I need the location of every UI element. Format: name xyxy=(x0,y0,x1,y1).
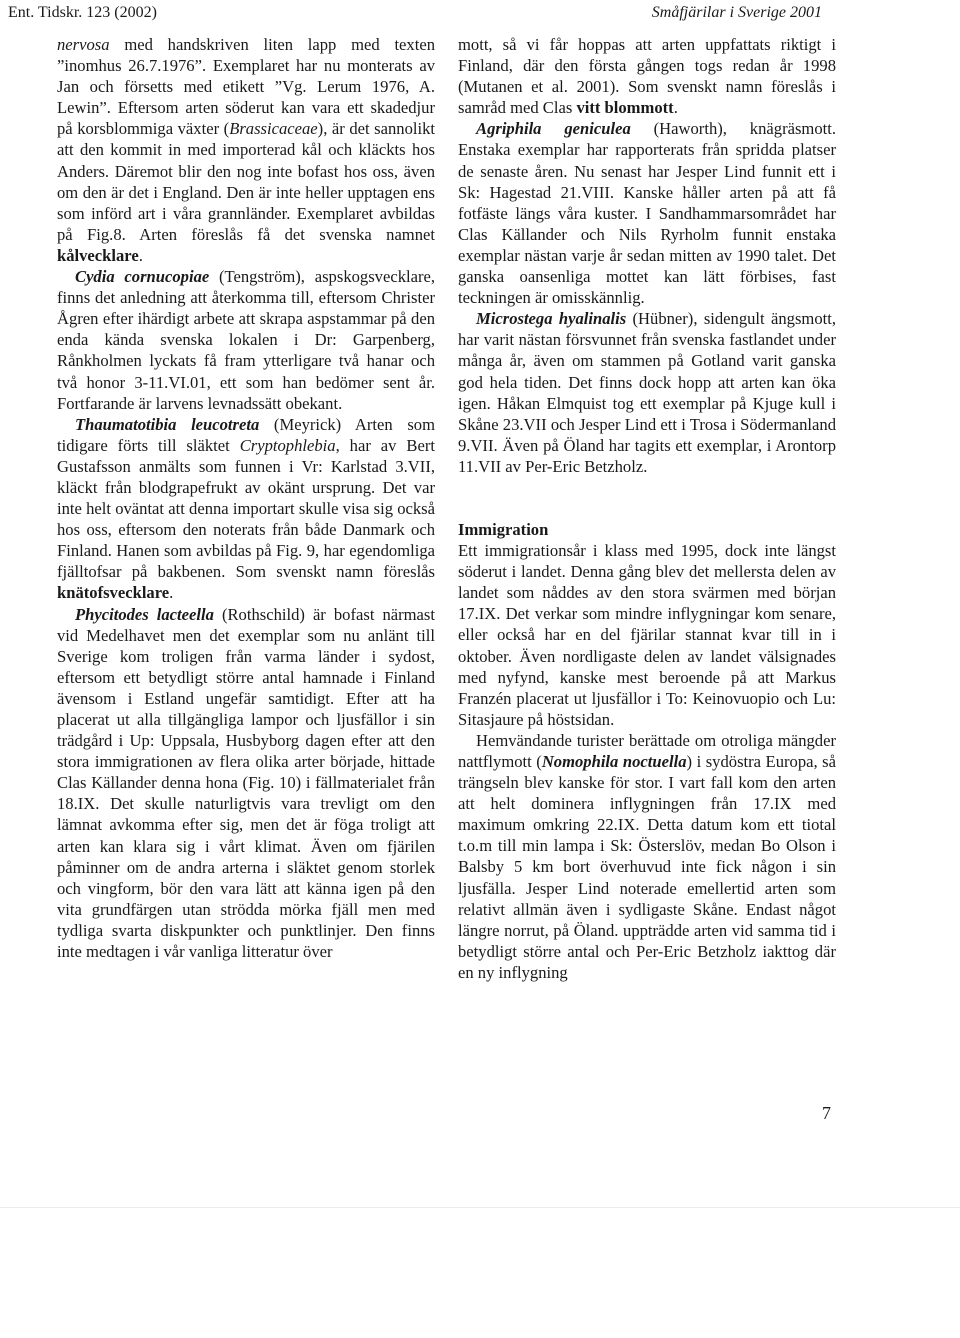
text-run: , har av Bert Gustafsson anmälts som funnen i Vr: Karlstad 3.VII, kläckt från blodgrapefrukt av okänt ursprung. Det var inte helt oväntat att denna importart skulle visa sig också hos oss, eftersom den noterats från både Danmark och Finland. Hanen som avbildas på Fig. 9, har egendomliga fjälltofsar på bakbenen. Som svenskt namn föreslås xyxy=(57,435,435,582)
paragraph-immigration: Ett immigrationsår i klass med 1995, dock inte längst söderut i landet. Denna gång blev det mellersta delen av landet som nåddes av den stora svärmen med början 17.IX. Det verkar som mindre inflygningar kom senare, eller också har en del fjärilar stannat kvar till in i oktober. Även nordligaste delen av landet välsignades med nyfynd, kanske mest beroende på att Markus Franzén placerat ut ljusfällor i To: Keinovuopio och Lu: Sitasjaure på höstsidan. xyxy=(458,541,836,729)
species-name: Thaumatotibia leucotreta xyxy=(75,414,260,434)
text-run: (Tengström), aspskogsvecklare, finns det anledning att återkomma till, eftersom Christer Ågren efter ihärdigt arbete att skrapa aspstammar på den enda kända svenska lokalen i Dr: Garpenberg, Rånkholmen lyckats få fram ytterligare två hanar och två honor 3-11.VI.01, ett som han bedömer sent år. Fortfarande är larvens levnadssätt obekant. xyxy=(57,267,436,413)
proposed-name: vitt blommott xyxy=(576,98,674,118)
species-name: Nomophila noctuella xyxy=(541,752,687,771)
species-name: Phycitodes lacteella xyxy=(75,604,214,624)
paragraph-thaumatotibia xyxy=(57,414,435,604)
text-run: . xyxy=(138,245,143,265)
scan-edge-line xyxy=(0,1207,960,1208)
paragraph-continued xyxy=(458,34,836,118)
paragraph-nervosa xyxy=(57,34,435,266)
text-run: . xyxy=(673,98,678,118)
paragraph-phycitodes xyxy=(57,604,435,963)
page-number: 7 xyxy=(822,1103,831,1123)
species-name: Agriphila geniculea xyxy=(476,119,631,139)
text-run: (Meyrick) Arten som tidigare förts till släktet xyxy=(57,414,435,455)
text-run: med handskriven liten lapp med texten ”inomhus 26.7.1976”. Exemplaret har nu monterats av Jan och försetts med etikett ”Vg. Lerum 1976, A. Lewin”. Eftersom arten söderut kan vara ett skadedjur på korsblommiga växter ( xyxy=(57,35,435,139)
proposed-name: kålvecklare xyxy=(57,245,139,265)
genus-name: Cryptophlebia xyxy=(239,435,336,455)
text-run: (Haworth), knägräsmott. Enstaka exemplar har rapporterats från spridda platser de senaste åren. Nu senast har Jesper Lind funnit ett i Sk: Hagestad 21.VIII. Kanske håller arten på att få fotfäste längs våra kuster. I Sandhammarsområdet har Clas Källander och Nils Ryrholm funnit enstaka exemplar nästan varje år sedan mitten av 1990 talet. Det ganska oansenliga mottet kan lätt förbises, fast teckningen är omisskännlig. xyxy=(458,119,836,308)
paragraph-agriphila xyxy=(458,118,836,308)
text-run: Hemvändande turister berättade om otroliga mängder nattflymott ( xyxy=(458,730,836,771)
species-name: nervosa xyxy=(57,35,110,54)
article-title: Småfjärilar i Sverige 2001 xyxy=(651,4,822,21)
family-name: Brassicaceae xyxy=(229,119,318,139)
text-run: ) i sydöstra Europa, så trängseln blev kanske för stor. I vart fall kom den arten att helt dominera inflygningen från 17.IX med maximum omkring 22.IX. Detta datum kom ett tiotal t.o.m till min lampa i Sk: Österslöv, medan Bo Olson i Balsby 5 km bort överhuvud inte fick någon i sin ljusfälla. Jesper Lind noterade emellertid arten som relativt allmän även i sydligaste Skåne. Endast något längre norrut, på Öland. uppträdde arten vid samma tid i betydligt större antal och Per-Eric Betzholz iakttog där en ny inflygning xyxy=(458,752,836,982)
section-heading: Immigration xyxy=(458,519,549,539)
paragraph-cydia xyxy=(57,266,435,414)
running-head xyxy=(8,4,822,28)
text-run: (Rothschild) är bofast närmast vid Medelhavet men det exemplar som nu anlänt till Sverige kom troligen från varma länder i sydost, eftersom ett betydligt större antal hamnade i Finland ävensom i Estland ungefär samtidigt. Efter att ha placerat ut alla tillgängliga lampor och ljusfällor i sin trädgård i Up: Uppsala, Husbyborg dagen efter att den stora immigrationen av flera olika arter började, hittade Clas Källander denna hona (Fig. 10) i fällmaterialet från 18.IX. Det skulle naturligtvis vara trevligt om den lämnat avkomma efter sig, men det är föga troligt att arten kan klara sig i vårt klimat. Även om fjärilen påminner om de andra arterna i släktet genom storlek och vingform, bör den vara lätt att känna igen på den vita grundfärgen utan strödda mörka fjäll men med tydliga svarta diskpunkter och punktlinjer. Den finns inte medtagen i vår vanliga litteratur över xyxy=(57,604,435,962)
journal-citation: Ent. Tidskr. 123 (2002) xyxy=(8,4,157,21)
text-run: . xyxy=(169,583,174,603)
right-column xyxy=(458,34,836,983)
left-column xyxy=(57,34,435,962)
text-run: (Hübner), sidengult ängsmott, har varit nästan försvunnet från svenska fastlandet under många år, även om stammen på Gotland varit ganska god hela tiden. Det finns dock hopp att arten kan öka igen. Håkan Elmquist tog ett exemplar på Kjuge kull i Skåne 23.VII och Jesper Lind ett i Trosa i Södermanland 9.VII. Även på Öland har tagits ett exemplar, i Arontorp 11.VII av Per-Eric Betzholz. xyxy=(458,309,836,476)
text-run: ), är det sannolikt att den kommit in med importerad kål och kläckts hos Anders. Däremot blir den nog inte bofast hos oss, även om den är det i England. Den är inte heller upptagen ens som införd art i våra grannländer. Exemplaret avbildas på Fig.8. Arten föreslås få det svenska namnet xyxy=(57,119,436,244)
paragraph-microstega xyxy=(458,308,836,477)
text-run: mott, så vi får hoppas att arten uppfattats riktigt i Finland, där den första gången togs redan år 1998 (Mutanen et al. 2001). Som svenskt namn föreslås i samråd med Clas xyxy=(458,35,836,118)
paragraph-nomophila xyxy=(458,730,836,983)
species-name: Cydia cornucopiae xyxy=(75,267,210,287)
species-name: Microstega hyalinalis xyxy=(476,309,627,329)
proposed-name: knätofsvecklare xyxy=(57,583,170,603)
